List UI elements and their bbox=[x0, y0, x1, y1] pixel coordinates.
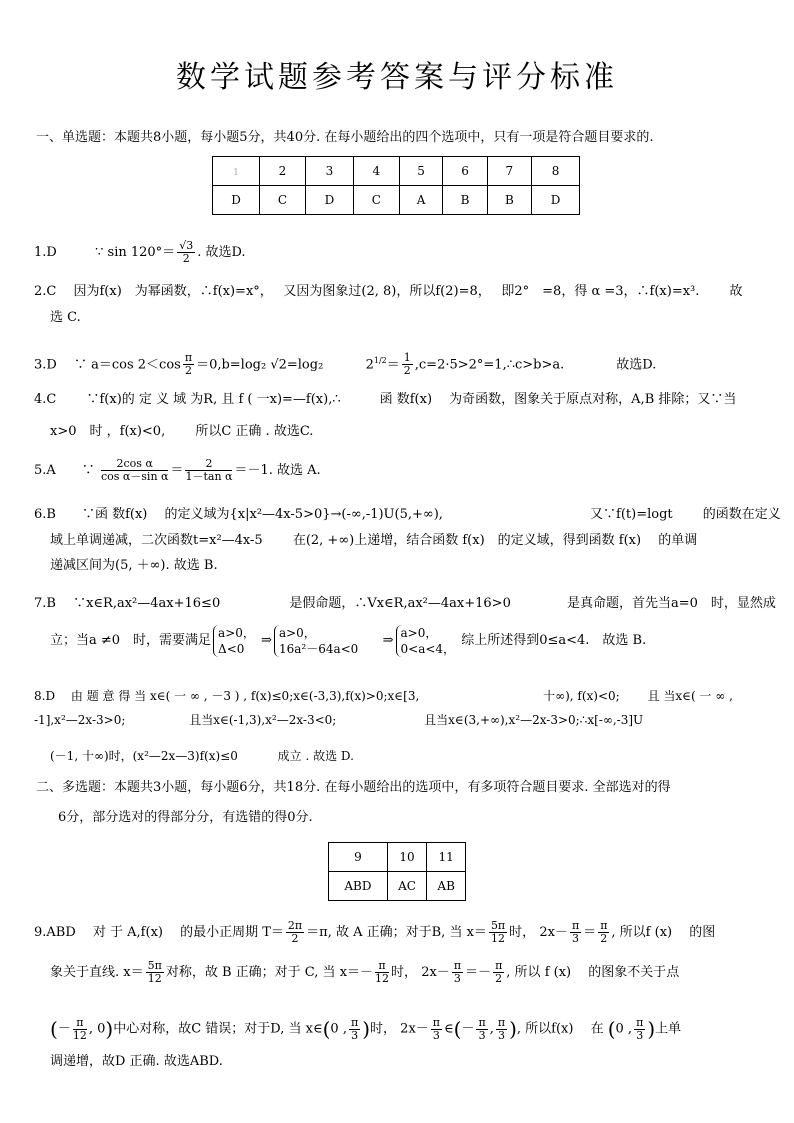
q7-intro: 立；当a ≠0 时，需要满足 bbox=[50, 633, 212, 648]
answer-q9-line2 bbox=[50, 958, 778, 988]
answer-q8-line2: -1],x²—2x-3>0; 且当x∈(-1,3),x²—2x-3<0; 且当x∈(3,+∞),x²—2x-3>0;∴x[-∞,-3]U bbox=[34, 713, 644, 727]
fraction-numerator: 5π bbox=[490, 919, 506, 932]
table-cell: 5 bbox=[399, 157, 443, 186]
answer-q9-line1 bbox=[34, 918, 762, 948]
table-cell bbox=[213, 157, 260, 186]
fraction-denominator: 1－tan α bbox=[185, 470, 233, 483]
table-cell: 3 bbox=[305, 157, 353, 186]
q9-e3: 2x－ bbox=[400, 1021, 429, 1037]
system-line: a>0， bbox=[278, 625, 316, 640]
q9-period-label: T＝ bbox=[262, 925, 284, 940]
q9-e1-fraction bbox=[570, 920, 581, 945]
fraction-numerator: π bbox=[497, 1015, 506, 1029]
q5-tail: ＝－1. 故选 A. bbox=[234, 463, 321, 478]
q9-text-c: 时， bbox=[509, 925, 536, 940]
q3-exp-den: 2 bbox=[381, 356, 387, 365]
q5-equals: ＝ bbox=[170, 463, 184, 478]
q1-because: ∵ bbox=[95, 245, 104, 260]
section2-heading-line1: 二、多选题：本题共3小题，每小题6分，共18分. 在每小题给出的选项中，有多项符合题目要求. 全部选对的得 bbox=[36, 780, 671, 795]
table-cell: D bbox=[305, 186, 353, 215]
q9-period-fraction bbox=[286, 920, 304, 945]
fraction-denominator: 12 bbox=[491, 932, 506, 945]
q9-interval-1-fraction bbox=[349, 1017, 360, 1042]
table-cell: 8 bbox=[532, 157, 580, 186]
fraction-numerator: π bbox=[478, 1015, 486, 1029]
q9-interval-2-sign: － bbox=[461, 1021, 475, 1037]
q9-interval-2-fraction-2 bbox=[496, 1017, 507, 1042]
q9-e1r-fraction bbox=[598, 920, 609, 945]
fraction-denominator: 12 bbox=[72, 1028, 87, 1042]
q9-text-f: 对称，故 B 正确；对于 C, 当 bbox=[165, 965, 336, 980]
fraction-denominator: 3 bbox=[572, 932, 580, 945]
q9-text-e: 象关于直线. bbox=[50, 965, 120, 980]
fraction-numerator: 1 bbox=[403, 351, 411, 365]
system-line: a>0， bbox=[400, 625, 438, 640]
q9-x3: x＝－ bbox=[339, 965, 374, 980]
q9-text-k: , 所以f(x) 在 bbox=[516, 1021, 604, 1037]
fraction-numerator: π bbox=[453, 959, 462, 972]
table-cell: A bbox=[399, 186, 443, 215]
fraction-numerator: 2π bbox=[287, 919, 303, 932]
fraction-numerator: π bbox=[73, 1017, 87, 1030]
q9-x3-fraction bbox=[375, 960, 389, 985]
q9-text-j: 时， bbox=[370, 1021, 397, 1037]
section2-answer-table bbox=[328, 842, 466, 901]
table-cell: 7 bbox=[487, 157, 531, 186]
answer-q9-line4: 调递增，故D 正确. 故选ABD. bbox=[50, 1054, 223, 1069]
fraction-numerator: π bbox=[350, 1015, 359, 1029]
table-cell: D bbox=[213, 186, 260, 215]
q9-e3-fraction bbox=[431, 1017, 442, 1042]
answer-q6-line3: 递减区间为(5, ＋∞). 故选 B. bbox=[50, 558, 218, 573]
table-row bbox=[213, 157, 580, 186]
q7-conclusion: 综上所述得到0≤a<4. 故选 B. bbox=[461, 633, 647, 648]
q7-system-1 bbox=[213, 625, 255, 657]
q9-interval-3-start: 0 , bbox=[615, 1021, 633, 1037]
section2-heading-line2: 6分，部分选对的得部分分，有选错的得0分. bbox=[58, 810, 313, 825]
system-line: 16a²－64a<0 bbox=[278, 641, 359, 656]
q3-exp-num: 1 bbox=[373, 356, 379, 365]
fraction-numerator: π bbox=[571, 919, 580, 932]
table-cell: 6 bbox=[443, 157, 487, 186]
q3-label: 3.D ∵ bbox=[34, 357, 87, 373]
q9-interval-2-comma: , bbox=[489, 1021, 494, 1037]
q9-point-fraction bbox=[73, 1017, 87, 1042]
q9-text-i: 中心对称，故C 错误；对于D, 当 bbox=[113, 1021, 302, 1037]
fraction-numerator: π bbox=[432, 1015, 441, 1029]
fraction-numerator: π bbox=[600, 919, 608, 932]
table-cell: AC bbox=[387, 872, 426, 901]
q7-system-2 bbox=[274, 625, 358, 657]
table-cell: 9 bbox=[329, 843, 388, 872]
q5-fraction-2 bbox=[185, 458, 232, 483]
fraction-denominator: 2 bbox=[182, 252, 190, 265]
implies-arrow: ⇒ bbox=[382, 633, 394, 648]
q3-expr-c: ,c=2·5>2°=1,∴c>b>a. 故选D. bbox=[414, 357, 657, 373]
answer-q1 bbox=[34, 240, 762, 266]
fraction-numerator: π bbox=[375, 960, 389, 973]
section1-answer-table bbox=[212, 156, 580, 215]
answer-q2-line1: 2.C 因为f(x) 为幂函数，∴f(x)=x°， 又因为图象过(2, 8)，所以f(2)=8， 即2° =8，得 α =3，∴f(x)=x³. 故 bbox=[34, 284, 743, 299]
fraction-numerator: 5π bbox=[147, 959, 162, 972]
q9-intro: 9.ABD 对 于 A,f(x) 的最小正周期 bbox=[34, 925, 259, 940]
table-row bbox=[329, 843, 466, 872]
answer-q9-line3: (－ $\frac{\pi}{12}$ , 0)中心对称，故C 错误；对于D, 当 x∈(0 , $\frac{\pi}{3}$ )时， 2x－ $\frac{\pi}{3}$ ∈(－ $\frac{\pi}{3}$ , $\frac{\pi}{3}$ ), 所以f(x) 在 (0 , $\frac{\pi}{3}$ )上单 bbox=[50, 1015, 682, 1042]
system-line: Δ<0 bbox=[218, 641, 245, 656]
page-title: 数学试题参考答案与评分标准 bbox=[176, 60, 618, 95]
q9-text-l: 上单 bbox=[655, 1021, 682, 1037]
table-cell: B bbox=[487, 186, 531, 215]
table-cell: ABD bbox=[329, 872, 388, 901]
q1-tail: . 故选D. bbox=[197, 245, 246, 260]
q3-fraction-2 bbox=[402, 352, 413, 377]
fraction-denominator: 3 bbox=[497, 1028, 505, 1042]
q5-label: 5.A ∵ bbox=[34, 463, 95, 478]
answer-q6-line1: 6.B ∵函 数f(x) 的定义域为{x|x²—4x-5>0}→(-∞,-1)U(5,+∞), 又∵f(t)=logt 的函数在定义 bbox=[34, 507, 781, 522]
q9-e1: 2x－ bbox=[539, 925, 568, 940]
answer-q2-line2: 选 C. bbox=[50, 310, 81, 325]
fraction-numerator: 2 bbox=[185, 458, 232, 471]
q7-system-3 bbox=[396, 625, 456, 657]
q9-point-sign: － bbox=[57, 1021, 71, 1037]
q9-text-h: , 所以 f (x) 的图象不关于点 bbox=[506, 965, 680, 980]
fraction-numerator: π bbox=[636, 1015, 644, 1029]
table-cell: 11 bbox=[427, 843, 466, 872]
fraction-numerator: π bbox=[184, 351, 193, 365]
answer-q4-line2: x>0 时 ，f(x)<0, 所以C 正确 . 故选C. bbox=[50, 424, 314, 439]
answer-q6-line2: 域上单调递减，二次函数t=x²—4x-5 在(2, +∞)上递增，结合函数 f(x) 的定义域，得到函数 f(x) 的单调 bbox=[50, 533, 698, 548]
answer-q3: 3.D ∵ a＝cos 2＜cos $\frac{\pi}{2}$ ＝0,b=log₂ √2=log₂ $2^{1/2}=$ $\frac{1}{2}$ ,c=2·5>2°=1,∴c>b>a. 故选D. bbox=[34, 351, 657, 378]
q9-e2-fraction bbox=[452, 960, 463, 985]
q9-x1: x＝ bbox=[466, 925, 487, 940]
answer-q8-line3: (－1, 十∞)时，(x²—2x—3)f(x)≤0 成立 . 故选 D. bbox=[50, 749, 354, 763]
table-cell: 10 bbox=[387, 843, 426, 872]
answer-q7-line1: 7.B ∵x∈R,ax²—4ax+16≤0 是假命题，∴Vx∈R,ax²—4ax+16>0 是真命题，首先当a=0 时，显然成 bbox=[34, 596, 776, 611]
q1-fraction bbox=[177, 240, 195, 265]
fraction-denominator: cos α－sin α bbox=[100, 470, 169, 483]
q9-x2: x＝ bbox=[123, 965, 144, 980]
fraction-numerator: π bbox=[495, 959, 503, 972]
fraction-denominator: 2 bbox=[184, 364, 192, 378]
fraction-denominator: 2 bbox=[291, 932, 299, 945]
table-cell-number: 1 bbox=[233, 168, 239, 178]
q5-fraction-1 bbox=[101, 458, 169, 483]
q9-e2-eq: ＝－ bbox=[465, 965, 492, 980]
answer-q4-line1: 4.C ∵f(x)的 定 义 域 为R, 且 f ( 一x)=—f(x),∴ 函 数f(x) 为奇函数，图象关于原点对称，A,B 排除；又∵当 bbox=[34, 392, 737, 407]
table-cell: C bbox=[353, 186, 399, 215]
system-line: a>0， bbox=[218, 625, 255, 640]
fraction-numerator: √3 bbox=[179, 239, 194, 252]
fraction-numerator: 2cos α bbox=[101, 458, 169, 471]
table-row bbox=[213, 186, 580, 215]
q1-label: 1.D bbox=[34, 245, 57, 260]
fraction-denominator: 3 bbox=[453, 972, 461, 985]
q1-expr: sin 120°＝ bbox=[107, 245, 176, 260]
q9-x1-fraction bbox=[489, 920, 507, 945]
fraction-denominator: 12 bbox=[375, 972, 390, 985]
answer-q7-line2 bbox=[50, 618, 778, 664]
fraction-denominator: 3 bbox=[351, 1028, 359, 1042]
q9-point-y: , 0 bbox=[88, 1021, 106, 1037]
table-cell: B bbox=[443, 186, 487, 215]
table-cell: C bbox=[260, 186, 306, 215]
answer-q5 bbox=[34, 458, 762, 484]
table-row bbox=[329, 872, 466, 901]
fraction-denominator: 2 bbox=[495, 972, 503, 985]
implies-arrow: ⇒ bbox=[261, 633, 272, 648]
q9-period-value: ＝π bbox=[306, 925, 328, 940]
fraction-denominator: 2 bbox=[403, 364, 411, 378]
q9-text-d: , 所以f (x) 的图 bbox=[611, 925, 716, 940]
table-cell: D bbox=[532, 186, 580, 215]
table-cell: 4 bbox=[353, 157, 399, 186]
answer-q8-line1: 8.D 由 题 意 得 当 x∈( 一 ∞ , －3 ) , f(x)≤0;x∈(-3,3),f(x)>0;x∈[3, 十∞), f(x)<0; 且 当x∈( 一 ∞ , bbox=[34, 689, 733, 703]
q3-expr-a: a＝cos 2＜cos bbox=[91, 357, 181, 373]
q9-interval-3-fraction bbox=[634, 1017, 645, 1042]
q3-base: 2 bbox=[365, 357, 374, 373]
q9-e2: 2x－ bbox=[421, 965, 450, 980]
q9-e2r-fraction bbox=[493, 960, 504, 985]
table-cell: 2 bbox=[260, 157, 306, 186]
fraction-denominator: 3 bbox=[432, 1028, 440, 1042]
q9-e1-eq: ＝ bbox=[583, 925, 597, 940]
fraction-denominator: 2 bbox=[600, 932, 608, 945]
fraction-denominator: 3 bbox=[636, 1028, 644, 1042]
q9-e3-in: ∈ bbox=[444, 1021, 454, 1037]
q9-x2-fraction bbox=[146, 960, 164, 985]
q3-expr-b: ＝0,b=log₂ √2=log₂ bbox=[196, 357, 324, 373]
q9-interval-1-start: 0 , bbox=[330, 1021, 347, 1037]
table-cell: AB bbox=[427, 872, 466, 901]
fraction-denominator: 3 bbox=[478, 1028, 486, 1042]
fraction-denominator: 12 bbox=[147, 972, 162, 985]
q9-text-g: 时， bbox=[391, 965, 418, 980]
section1-heading: 一、单选题：本题共8小题，每小题5分，共40分. 在每小题给出的四个选项中，只有一项是符合题目要求的. bbox=[36, 130, 654, 145]
q9-interval-2-fraction-1 bbox=[476, 1017, 487, 1042]
q9-text-b: , 故 A 正确；对于B, 当 bbox=[327, 925, 463, 940]
q3-fraction-1 bbox=[183, 352, 194, 377]
system-line: 0<a<4， bbox=[400, 641, 456, 656]
q9-interval-1-label: x∈ bbox=[305, 1021, 323, 1037]
